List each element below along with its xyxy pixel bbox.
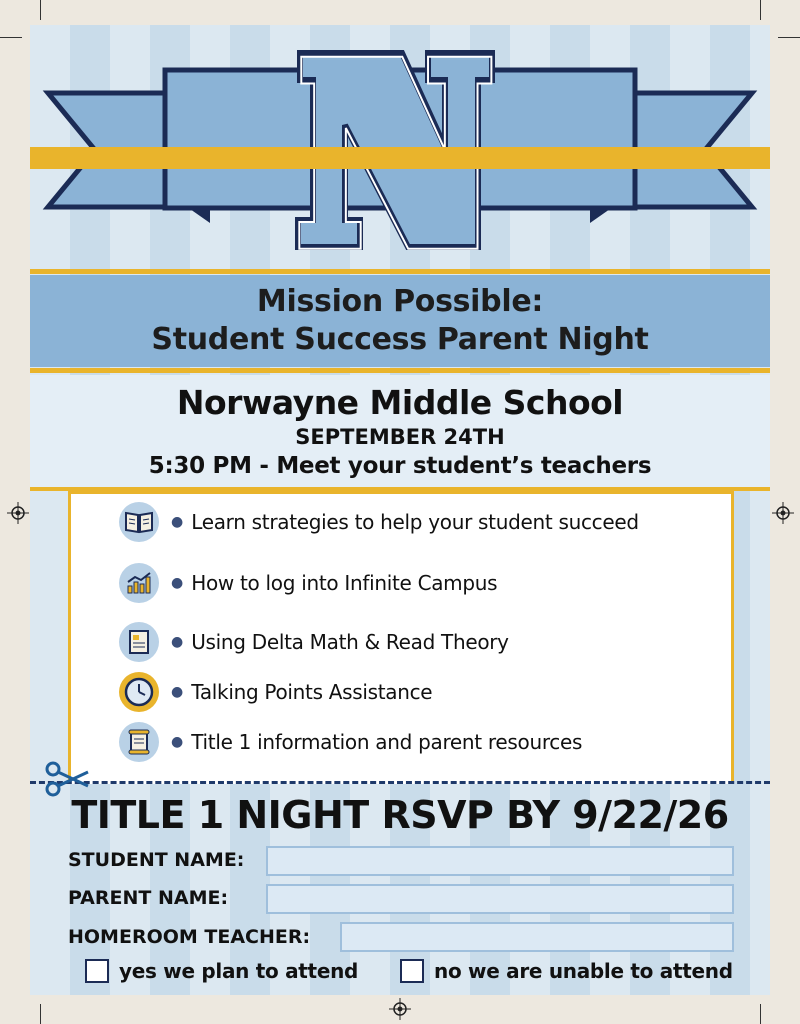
bullet: ● [171,684,184,700]
cut-line [30,781,770,784]
homeroom-teacher-field[interactable] [340,922,734,952]
title-line-1: Mission Possible: [256,284,544,319]
crop-mark [0,37,22,38]
list-item [119,620,509,664]
scroll-icon [119,722,159,762]
bullet: ● [171,734,184,750]
yes-label: yes we plan to attend [119,959,359,983]
event-info [30,375,770,487]
event-time: 5:30 PM - Meet your student’s teachers [148,453,652,479]
rsvp-title: TITLE 1 NIGHT RSVP BY 9/22/26 [71,793,729,837]
student-name-field[interactable] [266,846,734,876]
bullet: ● [171,575,184,591]
school-name: Norwayne Middle School [176,383,624,422]
parent-name-field[interactable] [266,884,734,914]
crop-mark [40,0,41,20]
attend-yes-option[interactable] [85,959,358,983]
no-label: no we are unable to attend [434,959,733,983]
bullet: ● [171,514,184,530]
gold-stripe [30,269,770,274]
no-checkbox[interactable] [400,959,424,983]
book-icon [119,502,159,542]
crop-mark [760,0,761,20]
flyer [30,25,770,995]
agenda-item-text: Learn strategies to help your student succeed [191,510,639,534]
agenda-item-text: Talking Points Assistance [191,680,433,704]
student-name-label: STUDENT NAME: [68,849,245,871]
registration-mark [7,502,29,524]
gold-stripe [30,147,770,169]
crop-mark [40,1004,41,1024]
homeroom-teacher-label: HOMEROOM TEACHER: [68,926,311,948]
list-item [119,561,497,605]
bullet: ● [171,634,184,650]
attend-no-option[interactable] [400,959,733,983]
list-item [119,670,432,714]
chart-icon [119,563,159,603]
agenda-list [68,491,734,784]
gold-stripe [30,368,770,373]
agenda-item-text: Using Delta Math & Read Theory [191,630,509,654]
event-date: SEPTEMBER 24TH [295,425,505,449]
logo-banner [30,25,770,270]
clock-icon [119,672,159,712]
yes-checkbox[interactable] [85,959,109,983]
worksheet-icon [119,622,159,662]
parent-name-label: PARENT NAME: [68,887,229,909]
registration-mark [389,998,411,1020]
registration-mark [772,502,794,524]
list-item [119,500,639,544]
agenda-item-text: How to log into Infinite Campus [191,571,498,595]
list-item [119,720,582,764]
title-line-2: Student Success Parent Night [151,322,649,357]
agenda-item-text: Title 1 information and parent resources [191,730,583,754]
crop-mark [760,1004,761,1024]
crop-mark [778,37,800,38]
event-title [30,275,770,367]
